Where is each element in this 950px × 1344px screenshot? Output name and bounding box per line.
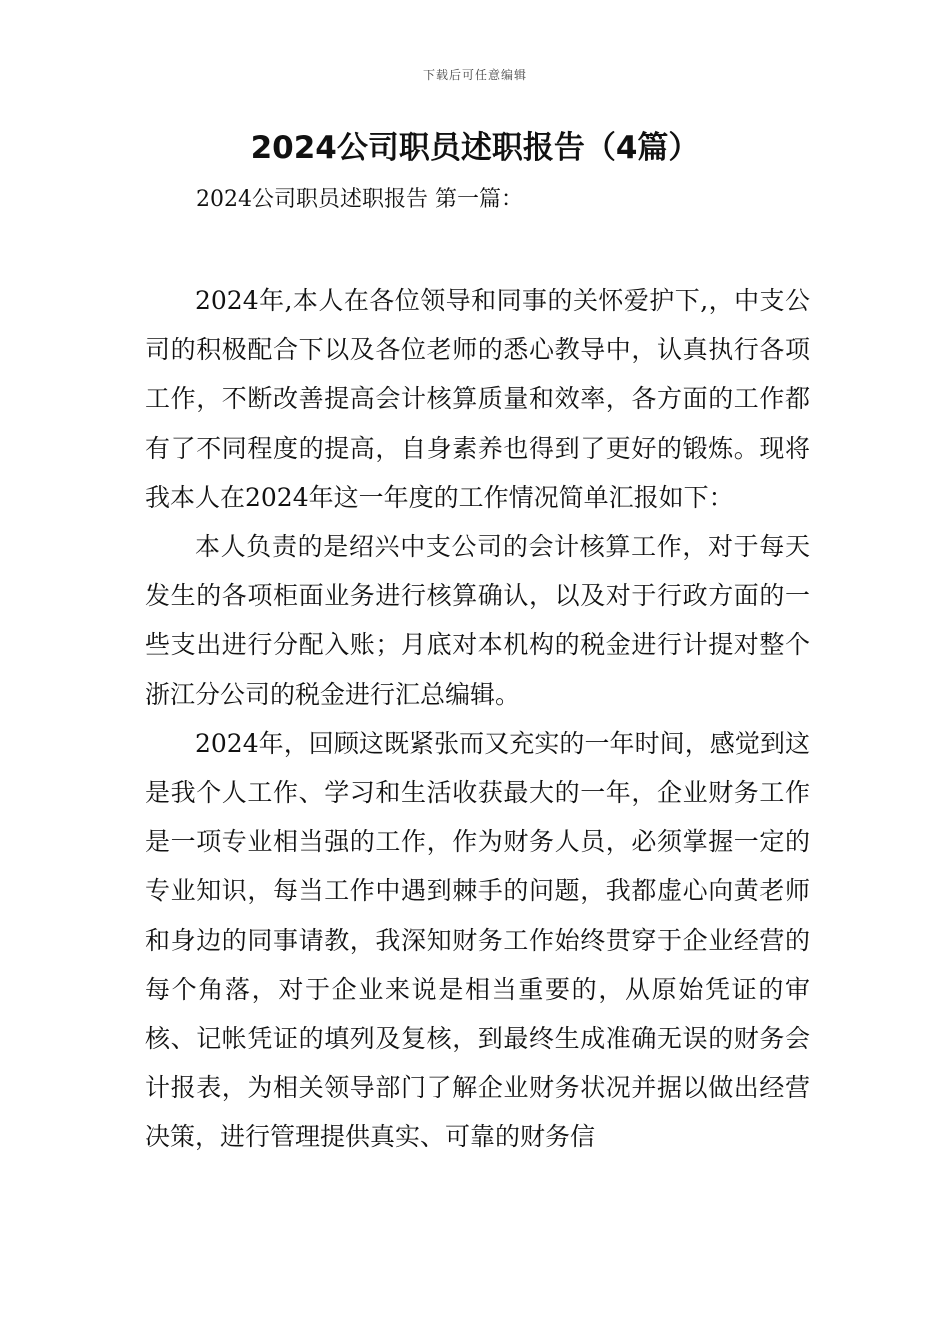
- header-note: 下载后可任意编辑: [422, 68, 527, 82]
- section-subtitle: 2024公司职员述职报告 第一篇：: [196, 187, 523, 212]
- paragraph-2: 本人负责的是绍兴中支公司的会计核算工作，对于每天发生的各项柜面业务进行核算确认，以及对于行政方面的一些支出进行分配入账；月底对本机构的税金进行计提对整个浙江分公司的税金进行汇总编辑。: [145, 532, 810, 709]
- body-text: [145, 276, 810, 1162]
- paragraph-3: 2024年，回顾这既紧张而又充实的一年时间，感觉到这是我个人工作、学习和生活收获最大的一年，企业财务工作是一项专业相当强的工作，作为财务人员，必须掌握一定的专业知识，每当工作中遇到棘手的问题，我都虚心向黄老师和身边的同事请教，我深知财务工作始终贯穿于企业经营的每个角落，对于企业来说是相当重要的，从原始凭证的审核、记帐凭证的填列及复核，到最终生成准确无误的财务会计报表，为相关领导部门了解企业财务状况并据以做出经营决策，进行管理提供真实、可靠的财务信: [145, 728, 810, 1152]
- paragraph-1: 2024年,本人在各位领导和同事的关怀爱护下,，中支公司的积极配合下以及各位老师的悉心教导中，认真执行各项工作，不断改善提高会计核算质量和效率，各方面的工作都有了不同程度的提高，自身素养也得到了更好的锻炼。现将我本人在2024年这一年度的工作情况简单汇报如下：: [145, 286, 810, 512]
- document-title: 2024公司职员述职报告（4篇）: [250, 130, 700, 166]
